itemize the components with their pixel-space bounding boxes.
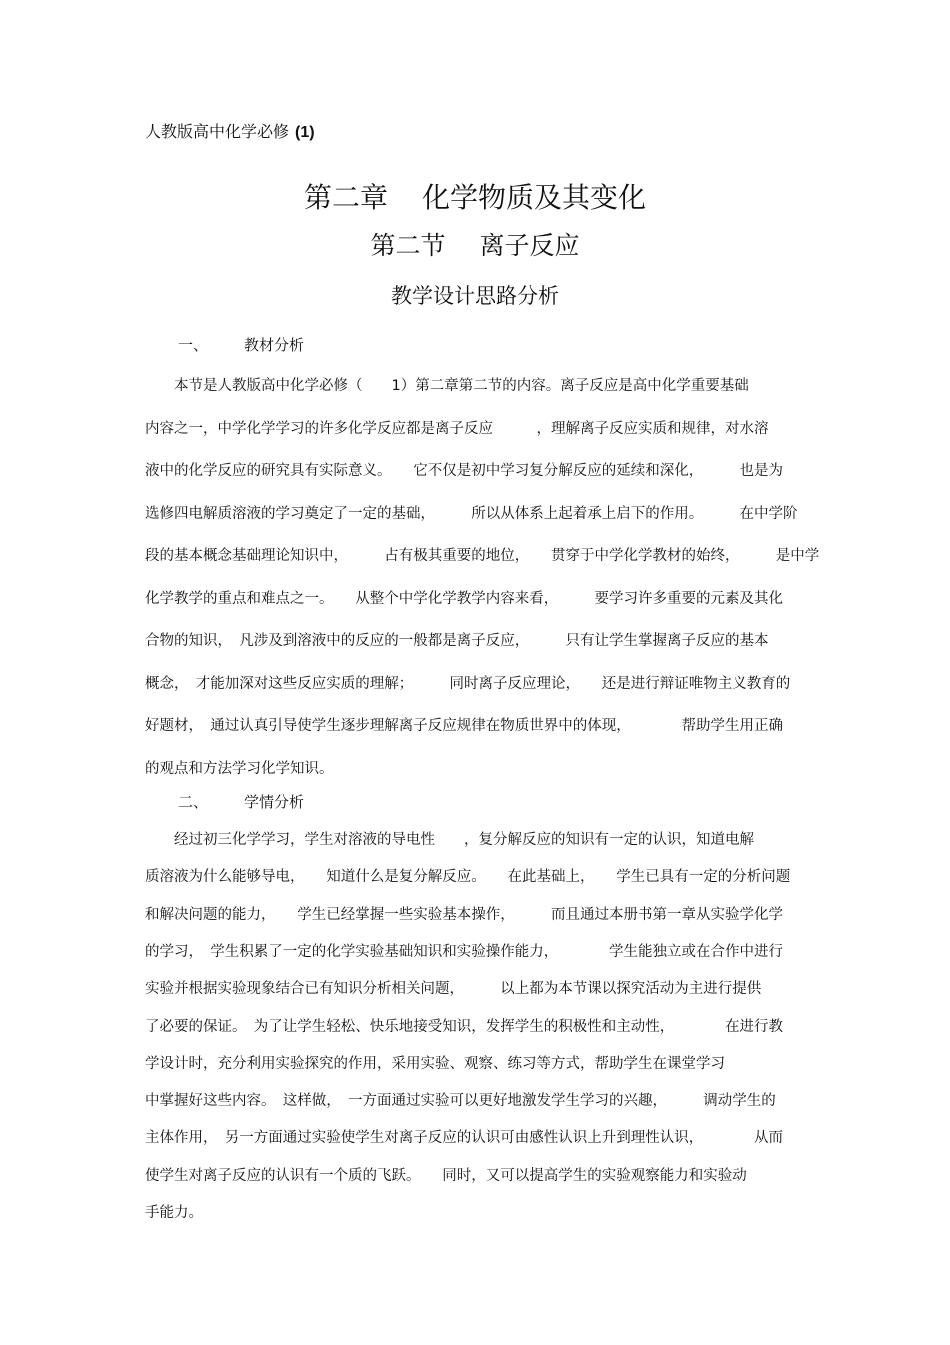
heading-index: 一、	[178, 336, 209, 354]
textbook-volume: (1)	[295, 124, 315, 141]
paragraph-line: 的观点和方法学习化学知识。	[145, 760, 334, 777]
paragraph-line: 和解决问题的能力， 学生已经掌握一些实验基本操作， 而且通过本册书第一章从实验学化学	[145, 906, 783, 923]
paragraph-line: 质溶液为什么能够导电， 知道什么是复分解反应。 在此基础上， 学生已具有一定的分析问题	[145, 869, 791, 886]
paragraph-line: 了必要的保证。 为了让学生轻松、快乐地接受知识，发挥学生的积极性和主动性， 在进行教	[145, 1018, 783, 1035]
textbook-name: 人教版高中化学必修	[145, 122, 290, 141]
paragraph-line: 实验并根据实验现象结合已有知识分析相关问题， 以上都为本节课以探究活动为主进行提供	[145, 981, 762, 998]
paragraph-line: 使学生对离子反应的认识有一个质的飞跃。 同时，又可以提高学生的实验观察能力和实验动	[145, 1167, 747, 1184]
chapter-name: 化学物质及其变化	[422, 181, 647, 214]
paragraph-line: 主体作用， 另一方面通过实验使学生对离子反应的认识可由感性认识上升到理性认识， 从而	[145, 1130, 783, 1147]
paragraph-line: 概念， 才能加深对这些反应实质的理解； 同时离子反应理论， 还是进行辩证唯物主义教育的	[145, 675, 791, 692]
paragraph-line: 好题材， 通过认真引导使学生逐步理解离子反应规律在物质世界中的体现， 帮助学生用正确	[145, 718, 783, 734]
section-heading-textbook-analysis	[178, 334, 304, 355]
section-title	[0, 226, 950, 262]
paragraph-line: 选修四电解质溶液的学习奠定了一定的基础， 所以从体系上起着承上启下的作用。 在中学阶	[145, 505, 798, 522]
paragraph-line: 内容之一，中学化学学习的许多化学反应都是离子反应 ，理解离子反应实质和规律，对水溶	[145, 420, 769, 437]
section-heading-student-analysis	[178, 791, 304, 812]
paragraph-line: 学设计时，充分利用实验探究的作用，采用实验、观察、练习等方式，帮助学生在课堂学习	[145, 1055, 725, 1072]
section-number: 第二节	[370, 231, 446, 260]
paragraph-line: 段的基本概念基础理论知识中， 占有极其重要的地位， 贯穿于中学化学教材的始终， 是中学	[145, 548, 820, 564]
paragraph-line: 中掌握好这些内容。 这样做， 一方面通过实验可以更好地激发学生学习的兴趣， 调动学生的	[145, 1093, 776, 1110]
paragraph-line: 合物的知识， 凡涉及到溶液中的反应的一般都是离子反应， 只有让学生掌握离子反应的基本	[145, 633, 769, 649]
chapter-title	[0, 176, 950, 216]
heading-index: 二、	[178, 793, 209, 811]
paragraph-line: 本节是人教版高中化学必修（ 1）第二章第二节的内容。离子反应是高中化学重要基础	[145, 378, 749, 394]
section-name: 离子反应	[479, 231, 580, 260]
paragraph-line: 手能力。	[145, 1205, 203, 1221]
paragraph-line: 化学教学的重点和难点之一。 从整个中学化学教学内容来看， 要学习许多重要的元素及其化	[145, 590, 783, 607]
textbook-header	[145, 119, 315, 142]
paragraph-line: 经过初三化学学习，学生对溶液的导电性 ，复分解反应的知识有一定的认识，知道电解	[145, 832, 754, 848]
chapter-number: 第二章	[303, 181, 388, 214]
design-title: 教学设计思路分析	[391, 284, 559, 308]
heading-label: 学情分析	[244, 793, 305, 811]
heading-label: 教材分析	[244, 336, 305, 354]
paragraph-line: 液中的化学反应的研究具有实际意义。 它不仅是初中学习复分解反应的延续和深化， 也是为	[145, 463, 783, 479]
paragraph-line: 的学习， 学生积累了一定的化学实验基础知识和实验操作能力， 学生能独立或在合作中进行	[145, 943, 783, 960]
